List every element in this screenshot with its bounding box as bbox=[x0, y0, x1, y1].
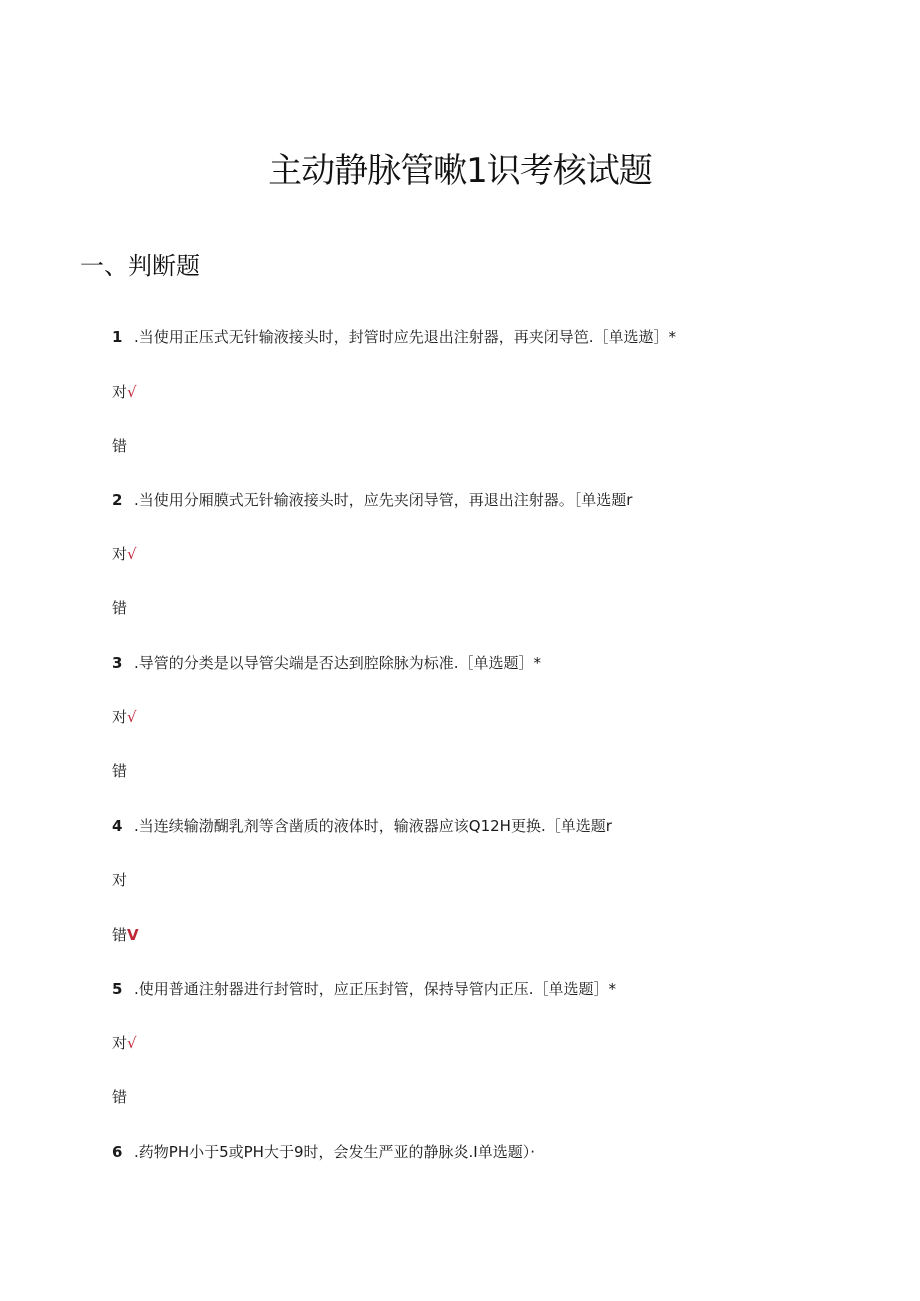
question-number: 3 bbox=[112, 654, 123, 672]
question-text: .导管的分类是以导管尖端是否达到腔除脉为标准.［单选题］* bbox=[134, 654, 542, 672]
question-text: .当使用分厢膜式无针输液接头时，应先夹闭导管，再退出注射器。［单选题r bbox=[134, 491, 633, 509]
page-title: 主动静脉管嗽1识考核试题 bbox=[268, 151, 652, 191]
question-text: .使用普通注射器进行封管时，应正压封管，保持导管内正压.［单选题］* bbox=[134, 980, 617, 998]
question-text: .当使用正压式无针输液接头时，封管时应先退出注射器，再夹闭导笆.［单选遨］* bbox=[134, 328, 677, 346]
selected-check-icon: √ bbox=[127, 1034, 137, 1052]
selected-check-icon: V bbox=[127, 926, 139, 944]
question-text: .当连续输渤醐乳剂等含凿质的液体时，输液器应该Q12H更换.［单选题r bbox=[134, 817, 612, 835]
question-3-option-false[interactable] bbox=[112, 760, 127, 782]
question-4-option-true[interactable] bbox=[112, 869, 127, 891]
option-label: 对 bbox=[112, 708, 128, 726]
question-2-option-false[interactable] bbox=[112, 597, 127, 619]
selected-check-icon: √ bbox=[127, 545, 137, 563]
question-text: .药物PH小于5或PH大于9时，会发生严亚的静脉炎.I单选题）· bbox=[134, 1143, 535, 1161]
question-3 bbox=[112, 652, 541, 674]
question-5-option-false[interactable] bbox=[112, 1086, 127, 1108]
option-label: 错 bbox=[112, 437, 128, 455]
question-6 bbox=[112, 1141, 535, 1163]
option-label: 错 bbox=[112, 762, 128, 780]
question-1 bbox=[112, 326, 676, 348]
question-number: 5 bbox=[112, 980, 123, 998]
option-label: 错 bbox=[112, 926, 128, 944]
option-label: 对 bbox=[112, 1034, 128, 1052]
question-1-option-true[interactable] bbox=[112, 381, 137, 403]
option-label: 对 bbox=[112, 545, 128, 563]
option-label: 对 bbox=[112, 383, 128, 401]
question-4-option-false[interactable] bbox=[112, 924, 139, 946]
option-label: 错 bbox=[112, 1088, 128, 1106]
question-5-option-true[interactable] bbox=[112, 1032, 137, 1054]
question-5 bbox=[112, 978, 616, 1000]
option-label: 对 bbox=[112, 871, 128, 889]
question-2-option-true[interactable] bbox=[112, 543, 137, 565]
option-label: 错 bbox=[112, 599, 128, 617]
section-heading: 一、判断题 bbox=[80, 252, 200, 280]
selected-check-icon: √ bbox=[127, 383, 137, 401]
question-3-option-true[interactable] bbox=[112, 706, 137, 728]
selected-check-icon: √ bbox=[127, 708, 137, 726]
question-1-option-false[interactable] bbox=[112, 435, 127, 457]
question-4 bbox=[112, 815, 612, 837]
question-number: 4 bbox=[112, 817, 123, 835]
question-number: 2 bbox=[112, 491, 123, 509]
question-number: 1 bbox=[112, 328, 123, 346]
question-2 bbox=[112, 489, 632, 511]
question-number: 6 bbox=[112, 1143, 123, 1161]
